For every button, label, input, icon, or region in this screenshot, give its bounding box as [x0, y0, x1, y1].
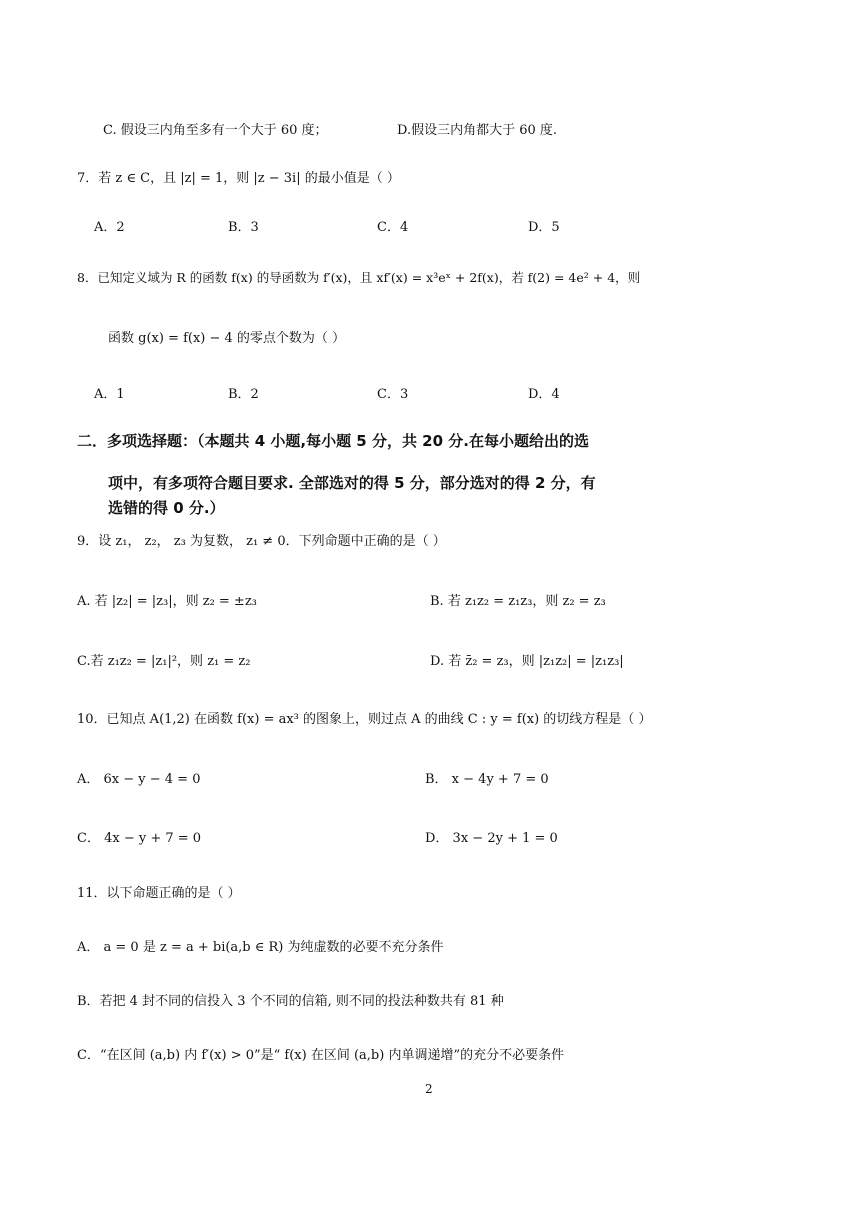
question-11: 11．以下命题正确的是（ ） [77, 886, 241, 901]
q7-option-a: A．2 [94, 220, 125, 235]
question-8-line-2: 函数 g(x) = f(x) − 4 的零点个数为（ ） [108, 331, 346, 346]
section-2-heading: 二．多项选择题：（本题共 4 小题,每小题 5 分，共 20 分.在每小题给出的选 [77, 432, 589, 450]
question-9: 9．设 z₁， z₂， z₃ 为复数， z₁ ≠ 0．下列命题中正确的是（ ） [77, 534, 446, 549]
q8-option-b: B．2 [228, 387, 259, 402]
q9-option-b: B. 若 z₁z₂ = z₁z₃，则 z₂ = z₃ [430, 594, 606, 609]
option-d-line: D.假设三内角都大于 60 度. [397, 123, 558, 138]
q11-option-c: C．“在区间 (a,b) 内 f′(x) > 0”是“ f(x) 在区间 (a,b) 内单调递增”的充分不必要条件 [77, 1048, 565, 1063]
q10-option-c: C． 4x − y + 7 = 0 [77, 831, 202, 846]
q10-option-b: B． x − 4y + 7 = 0 [425, 772, 549, 787]
q7-option-b: B．3 [228, 220, 259, 235]
question-7: 7．若 z ∈ C，且 |z| = 1，则 |z − 3i| 的最小值是（ ） [77, 171, 400, 186]
q9-option-d: D. 若 z̄₂ = z₃，则 |z₁z₂| = |z₁z₃| [430, 654, 624, 669]
q7-option-c: C．4 [377, 220, 409, 235]
q8-option-d: D．4 [528, 387, 560, 402]
option-c-line: C. 假设三内角至多有一个大于 60 度； [103, 123, 328, 138]
question-10: 10．已知点 A(1,2) 在函数 f(x) = ax³ 的图象上，则过点 A 的曲线 C : y = f(x) 的切线方程是（ ） [77, 712, 652, 727]
q10-option-a: A． 6x − y − 4 = 0 [77, 772, 201, 787]
q10-option-d: D． 3x − 2y + 1 = 0 [425, 831, 558, 846]
q9-option-a: A. 若 |z₂| = |z₃|，则 z₂ = ±z₃ [77, 594, 257, 609]
q7-option-d: D．5 [528, 220, 560, 235]
page-number: 2 [425, 1082, 433, 1096]
q8-option-c: C．3 [377, 387, 409, 402]
question-8-line-1: 8．已知定义域为 R 的函数 f(x) 的导函数为 f′(x)，且 xf′(x) = x³eˣ + 2f(x)，若 f(2) = 4e² + 4，则 [77, 270, 641, 285]
q8-option-a: A．1 [94, 387, 125, 402]
q9-option-c: C.若 z₁z₂ = |z₁|²，则 z₁ = z₂ [77, 654, 251, 669]
section-2-heading-end: 选错的得 0 分.） [108, 499, 225, 517]
section-2-heading-cont: 项中，有多项符合题目要求. 全部选对的得 5 分，部分选对的得 2 分，有 [108, 474, 596, 492]
q11-option-a: A． a = 0 是 z = a + bi(a,b ∈ R) 为纯虚数的必要不充分条件 [77, 940, 444, 955]
q11-option-b: B．若把 4 封不同的信投入 3 个不同的信箱, 则不同的投法种数共有 81 种 [77, 994, 504, 1009]
